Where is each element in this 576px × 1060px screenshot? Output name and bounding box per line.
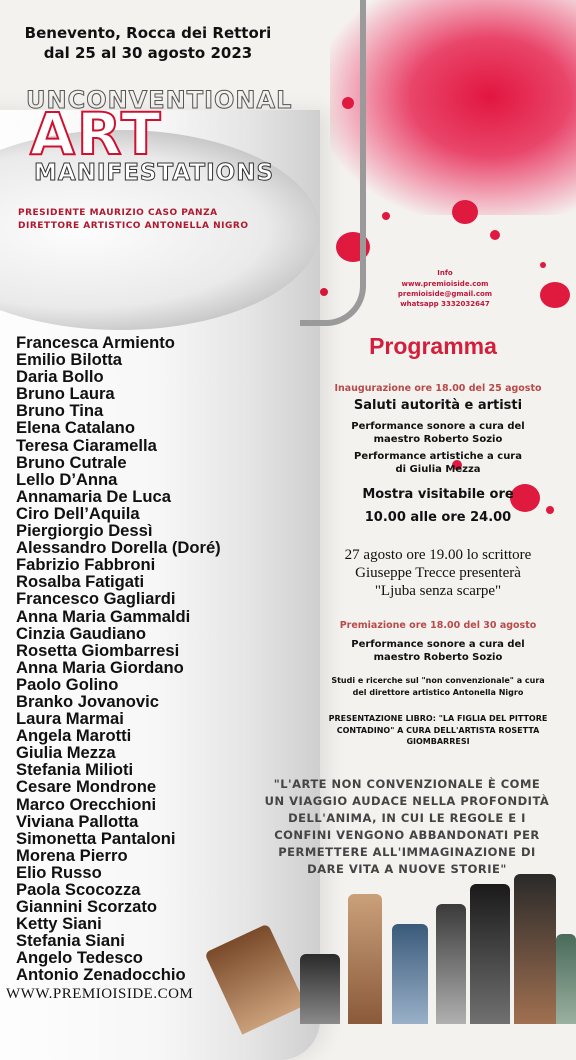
quote-line: DARE VITA A NUOVE STORIE" (307, 862, 507, 876)
artist-name: Bruno Cutrale (16, 452, 127, 472)
artist-name: Rosetta Giombarresi (16, 640, 180, 660)
artist-name: Anna Maria Gammaldi (16, 606, 191, 626)
event-dates: dal 25 al 30 agosto 2023 (43, 44, 253, 62)
presentazione-libro: PRESENTAZIONE LIBRO: "LA FIGLIA DEL PITTORE (328, 714, 548, 723)
artist-name: Giannini Scorzato (16, 897, 158, 917)
artist-name: Marco Orecchioni (16, 794, 157, 814)
president: PRESIDENTE MAURIZIO CASO PANZA (18, 208, 218, 218)
paint-brush (436, 904, 466, 1024)
artist-name: Giulia Mezza (16, 743, 116, 763)
artist-name: Daria Bollo (16, 367, 104, 387)
artist-name: Angelo Tedesco (16, 948, 143, 968)
artist-name: Rosalba Fatigati (16, 572, 145, 592)
performance-artistiche: Performance artistiche a cura (354, 451, 522, 462)
artist-name: Elena Catalano (16, 418, 135, 438)
performance-sonore-2-artist: maestro Roberto Sozio (373, 652, 503, 663)
footer-website[interactable]: WWW.PREMIOISIDE.COM (6, 986, 194, 1002)
paint-drop (382, 212, 390, 220)
quote-line: DELL'ANIMA, IN CUI LE REGOLE E I (288, 811, 526, 825)
artistic-director: DIRETTORE ARTISTICO ANTONELLA NIGRO (18, 221, 249, 231)
artist-list (16, 334, 221, 984)
paint-drop (490, 230, 500, 240)
info-email[interactable]: premioiside@gmail.com (397, 290, 493, 298)
artist-name: Ketty Siani (16, 914, 102, 934)
artist-name: Lello D’Anna (16, 469, 118, 489)
paint-brush (470, 884, 510, 1024)
artist-name: Fabrizio Fabbroni (16, 555, 156, 575)
artist-name: Francesco Gagliardi (16, 589, 176, 609)
presentazione-libro-2: CONTADINO" A CURA DELL'ARTISTA ROSETTA GIOMBARRESI (336, 726, 540, 746)
paint-brush (514, 874, 556, 1024)
artist-name: Emilio Bilotta (16, 350, 123, 370)
artist-name: Angela Marotti (16, 726, 132, 746)
paint-brush (392, 924, 428, 1024)
artist-name: Branko Jovanovic (16, 691, 159, 711)
quote (262, 776, 552, 878)
paint-drop (452, 200, 478, 224)
artist-name: Laura Marmai (16, 709, 124, 729)
performance-sonore-2: Performance sonore a cura del (351, 639, 525, 650)
artist-name: Paola Scocozza (16, 880, 141, 899)
event-location: Benevento, Rocca dei Rettori (24, 24, 272, 42)
artist-name: Antonio Zenadocchio (16, 965, 186, 985)
artist-name: Cinzia Gaudiano (16, 623, 146, 643)
artist-name: Piergiorgio Dessì (16, 521, 153, 541)
paint-splash (330, 0, 576, 215)
artist-name: Alessandro Dorella (Doré) (16, 538, 221, 558)
info-whatsapp[interactable]: whatsapp 3332032647 (400, 300, 490, 308)
quote-line: PERMETTERE ALL'IMMAGINAZIONE DI (278, 845, 536, 859)
artist-name: Annamaria De Luca (16, 486, 171, 506)
artist-name: Teresa Ciaramella (16, 435, 157, 455)
mostra-orari: Mostra visitabile ore (362, 487, 514, 502)
scrittore-line1: 27 agosto ore 19.00 lo scrittore (344, 547, 532, 563)
artist-name: Cesare Mondrone (16, 777, 157, 797)
paint-drop (540, 262, 546, 268)
quote-line: CONFINI VENGONO ABBANDONATI PER (274, 828, 540, 842)
artist-name: Bruno Tina (16, 401, 104, 421)
paint-brush (348, 894, 382, 1024)
paint-brush (556, 934, 576, 1024)
artist-name: Stefania Siani (16, 931, 125, 951)
artist-name: Ciro Dell’Aquila (16, 503, 140, 523)
artist-name: Paolo Golino (16, 674, 119, 694)
artist-name: Francesca Armiento (16, 333, 175, 352)
artist-name: Anna Maria Giordano (16, 657, 184, 677)
performance-sonore-1: Performance sonore a cura del (351, 421, 525, 432)
info-website[interactable]: www.premioiside.com (401, 280, 489, 288)
studi-ricerche: Studi e ricerche sul "non convenzionale" a cura (331, 676, 545, 685)
artist-name: Bruno Laura (16, 384, 115, 404)
info-label: Info (437, 269, 453, 277)
artist-name: Elio Russo (16, 862, 102, 882)
saluti: Saluti autorità e artisti (353, 398, 523, 413)
inaugurazione: Inaugurazione ore 18.00 del 25 agosto (334, 383, 542, 394)
logo-manifestations: MANIFESTATIONS (34, 160, 275, 186)
quote-line: UN VIAGGIO AUDACE NELLA PROFONDITÀ (264, 794, 550, 808)
performance-artistiche-artist: di Giulia Mezza (395, 464, 481, 475)
programma-title: Programma (369, 333, 497, 359)
quote-line: "L'ARTE NON CONVENZIONALE È COME (273, 777, 541, 791)
premiazione: Premiazione ore 18.00 del 30 agosto (339, 620, 537, 631)
bucket-handle (300, 0, 366, 326)
logo-unconventional: UNCONVENTIONAL (26, 86, 293, 114)
studi-ricerche-2: del direttore artistico Antonella Nigro (352, 688, 524, 697)
scrittore-line3: "Ljuba senza scarpe" (374, 583, 502, 599)
artist-name: Viviana Pallotta (16, 811, 139, 831)
paint-brush (300, 954, 340, 1024)
mostra-orari-2: 10.00 alle ore 24.00 (364, 510, 512, 525)
scrittore-line2: Giuseppe Trecce presenterà (355, 565, 521, 581)
performance-sonore-1-artist: maestro Roberto Sozio (373, 434, 503, 445)
artist-name: Simonetta Pantaloni (16, 828, 176, 848)
logo-art: ART (30, 100, 163, 168)
paint-drop (540, 282, 570, 308)
artist-name: Stefania Milioti (16, 760, 134, 780)
artist-name: Morena Pierro (16, 845, 128, 865)
